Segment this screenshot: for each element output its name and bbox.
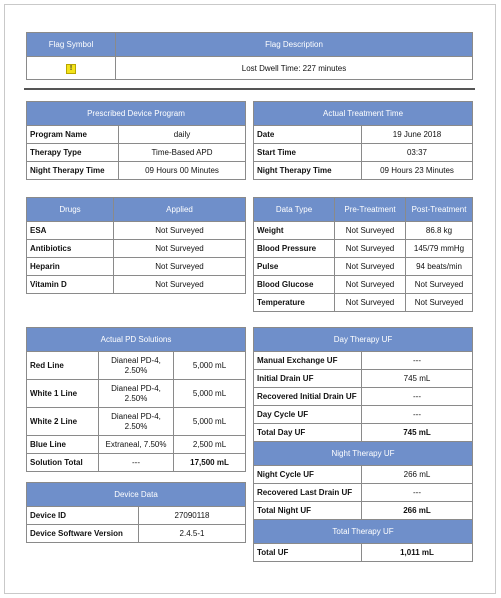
pre-value: Not Surveyed bbox=[335, 222, 406, 240]
solution-value: Dianeal PD-4, 2.50% bbox=[99, 380, 174, 408]
row-label: Heparin bbox=[27, 258, 114, 276]
row-value: Time-Based APD bbox=[119, 144, 246, 162]
drugs-header: Drugs bbox=[27, 198, 114, 222]
row-value: Not Surveyed bbox=[114, 276, 246, 294]
row-label: Device ID bbox=[27, 507, 139, 525]
row-value: 27090118 bbox=[139, 507, 246, 525]
flag-symbol-header: Flag Symbol bbox=[27, 33, 116, 57]
row-value: 745 mL bbox=[362, 370, 473, 388]
row-value: Not Surveyed bbox=[114, 240, 246, 258]
solution-total-solution: --- bbox=[99, 454, 174, 472]
total-uf-label: Total UF bbox=[254, 544, 362, 562]
volume-value: 5,000 mL bbox=[174, 380, 246, 408]
solution-value: Dianeal PD-4, 2.50% bbox=[99, 408, 174, 436]
actual-treatment-time-title: Actual Treatment Time bbox=[254, 102, 473, 126]
warning-flag-icon: ! bbox=[66, 64, 76, 74]
flag-table bbox=[26, 32, 473, 80]
row-label: Night Therapy Time bbox=[27, 162, 119, 180]
total-day-uf-value: 745 mL bbox=[362, 424, 473, 442]
row-label: Weight bbox=[254, 222, 335, 240]
row-label: Start Time bbox=[254, 144, 362, 162]
pre-value: Not Surveyed bbox=[335, 294, 406, 312]
pre-value: Not Surveyed bbox=[335, 240, 406, 258]
volume-value: 5,000 mL bbox=[174, 352, 246, 380]
row-value: --- bbox=[362, 388, 473, 406]
row-value: 09 Hours 00 Minutes bbox=[119, 162, 246, 180]
row-label: Manual Exchange UF bbox=[254, 352, 362, 370]
volume-value: 2,500 mL bbox=[174, 436, 246, 454]
row-label: Night Therapy Time bbox=[254, 162, 362, 180]
row-label: Night Cycle UF bbox=[254, 466, 362, 484]
solution-total-label: Solution Total bbox=[27, 454, 99, 472]
post-value: 145/79 mmHg bbox=[406, 240, 473, 258]
vitals-table bbox=[253, 197, 473, 312]
row-label: Vitamin D bbox=[27, 276, 114, 294]
row-value: 2.4.5-1 bbox=[139, 525, 246, 543]
row-label: White 2 Line bbox=[27, 408, 99, 436]
total-uf-value: 1,011 mL bbox=[362, 544, 473, 562]
row-label: Date bbox=[254, 126, 362, 144]
pd-solutions-title: Actual PD Solutions bbox=[27, 328, 246, 352]
row-label: Antibiotics bbox=[27, 240, 114, 258]
flag-description: Lost Dwell Time: 227 minutes bbox=[116, 57, 473, 80]
row-value: Not Surveyed bbox=[114, 258, 246, 276]
post-value: 94 beats/min bbox=[406, 258, 473, 276]
volume-value: 5,000 mL bbox=[174, 408, 246, 436]
pre-value: Not Surveyed bbox=[335, 276, 406, 294]
pre-treatment-header: Pre-Treatment bbox=[335, 198, 406, 222]
row-label: Blue Line bbox=[27, 436, 99, 454]
device-data-table bbox=[26, 482, 246, 543]
row-label: Day Cycle UF bbox=[254, 406, 362, 424]
row-value: 09 Hours 23 Minutes bbox=[362, 162, 473, 180]
row-label: Recovered Last Drain UF bbox=[254, 484, 362, 502]
row-value: 03:37 bbox=[362, 144, 473, 162]
prescribed-program-title: Prescribed Device Program bbox=[27, 102, 246, 126]
post-value: 86.8 kg bbox=[406, 222, 473, 240]
row-label: Temperature bbox=[254, 294, 335, 312]
total-day-uf-label: Total Day UF bbox=[254, 424, 362, 442]
row-value: 266 mL bbox=[362, 466, 473, 484]
total-night-uf-label: Total Night UF bbox=[254, 502, 362, 520]
therapy-uf-table bbox=[253, 327, 473, 562]
row-label: Blood Glucose bbox=[254, 276, 335, 294]
applied-header: Applied bbox=[114, 198, 246, 222]
flag-description-header: Flag Description bbox=[116, 33, 473, 57]
device-data-title: Device Data bbox=[27, 483, 246, 507]
row-value: daily bbox=[119, 126, 246, 144]
post-value: Not Surveyed bbox=[406, 294, 473, 312]
actual-treatment-time-table bbox=[253, 101, 473, 180]
total-night-uf-value: 266 mL bbox=[362, 502, 473, 520]
post-treatment-header: Post-Treatment bbox=[406, 198, 473, 222]
row-label: Pulse bbox=[254, 258, 335, 276]
row-label: Device Software Version bbox=[27, 525, 139, 543]
row-label: Initial Drain UF bbox=[254, 370, 362, 388]
night-therapy-uf-title: Night Therapy UF bbox=[254, 442, 473, 466]
flag-symbol-cell bbox=[27, 57, 116, 80]
row-label: Red Line bbox=[27, 352, 99, 380]
row-label: Recovered Initial Drain UF bbox=[254, 388, 362, 406]
data-type-header: Data Type bbox=[254, 198, 335, 222]
solution-total-volume: 17,500 mL bbox=[174, 454, 246, 472]
row-label: ESA bbox=[27, 222, 114, 240]
solution-value: Dianeal PD-4, 2.50% bbox=[99, 352, 174, 380]
row-value: --- bbox=[362, 484, 473, 502]
post-value: Not Surveyed bbox=[406, 276, 473, 294]
total-therapy-uf-title: Total Therapy UF bbox=[254, 520, 473, 544]
row-value: --- bbox=[362, 352, 473, 370]
drugs-table bbox=[26, 197, 246, 294]
solution-value: Extraneal, 7.50% bbox=[99, 436, 174, 454]
section-divider bbox=[24, 88, 475, 90]
prescribed-program-table bbox=[26, 101, 246, 180]
pd-solutions-table bbox=[26, 327, 246, 472]
pre-value: Not Surveyed bbox=[335, 258, 406, 276]
row-value: --- bbox=[362, 406, 473, 424]
row-label: Blood Pressure bbox=[254, 240, 335, 258]
row-label: Program Name bbox=[27, 126, 119, 144]
row-label: White 1 Line bbox=[27, 380, 99, 408]
row-value: Not Surveyed bbox=[114, 222, 246, 240]
row-label: Therapy Type bbox=[27, 144, 119, 162]
row-value: 19 June 2018 bbox=[362, 126, 473, 144]
day-therapy-uf-title: Day Therapy UF bbox=[254, 328, 473, 352]
